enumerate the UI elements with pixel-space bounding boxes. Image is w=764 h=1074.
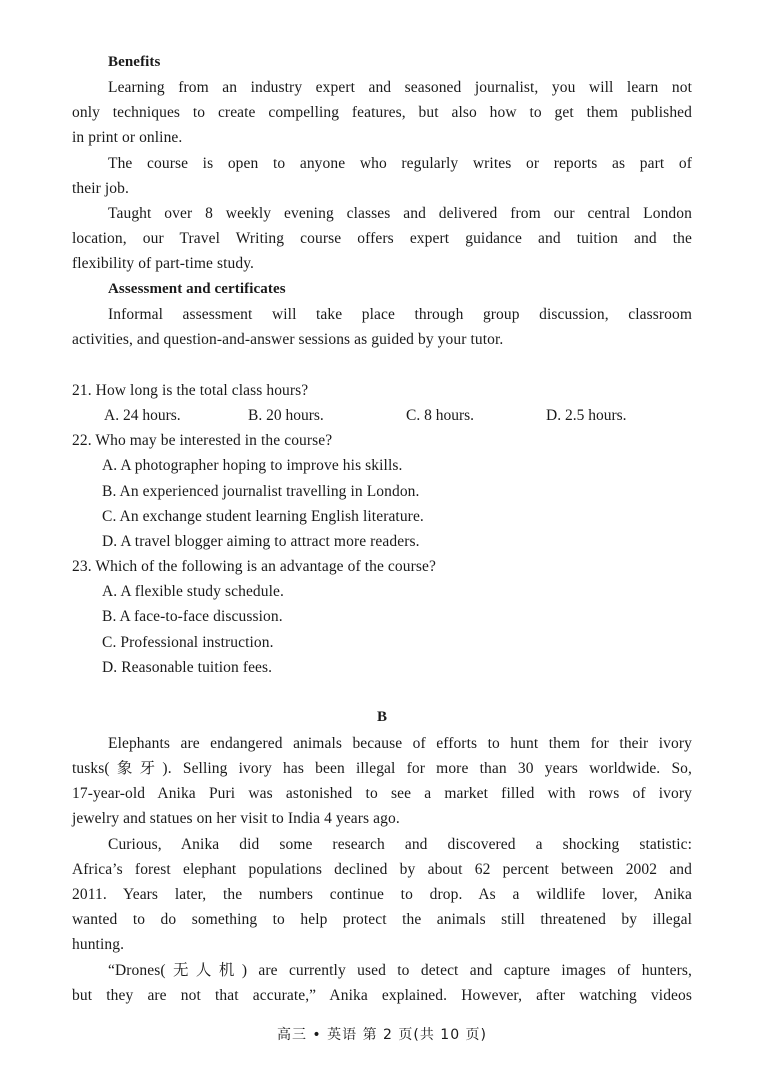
q21-option-b: B. 20 hours. <box>248 407 324 424</box>
section-b-p1-line1: Elephants are endangered animals because of efforts to hunt them for their ivory <box>108 735 692 752</box>
benefits-p1-line2: only techniques to create compelling features, but also how to get them published <box>72 104 692 121</box>
question-21-stem: 21. How long is the total class hours? <box>72 382 309 399</box>
benefits-p2-line2: their job. <box>72 180 129 197</box>
assessment-line2: activities, and question-and-answer sessions as guided by your tutor. <box>72 331 504 348</box>
section-b-p2-line5: hunting. <box>72 936 125 953</box>
q21-option-a: A. 24 hours. <box>104 407 181 424</box>
q23-option-b: B. A face-to-face discussion. <box>102 608 283 625</box>
q23-option-a: A. A flexible study schedule. <box>102 583 284 600</box>
q21-option-c: C. 8 hours. <box>406 407 475 424</box>
benefits-p3-line2: location, our Travel Writing course offers expert guidance and tuition and the <box>72 230 692 247</box>
section-b-p2-line3: 2011. Years later, the numbers continue to drop. As a wildlife lover, Anika <box>72 886 692 903</box>
section-b-p1-line3: 17-year-old Anika Puri was astonished to see a market filled with rows of ivory <box>72 785 692 802</box>
benefits-heading: Benefits <box>108 54 161 70</box>
q23-option-c: C. Professional instruction. <box>102 634 274 651</box>
section-b-heading: B <box>376 709 388 725</box>
section-b-p1-line4: jewelry and statues on her visit to India 4 years ago. <box>72 810 400 827</box>
section-b-p2-line1: Curious, Anika did some research and discovered a shocking statistic: <box>108 836 692 853</box>
assessment-line1: Informal assessment will take place through group discussion, classroom <box>108 306 692 323</box>
benefits-p2-line1: The course is open to anyone who regularly writes or reports as part of <box>108 155 692 172</box>
q21-option-d: D. 2.5 hours. <box>546 407 627 424</box>
question-23-stem: 23. Which of the following is an advantage of the course? <box>72 558 436 575</box>
section-b-p2-line4: wanted to do something to help protect the animals still threatened by illegal <box>72 911 692 928</box>
section-b-p2-line2: Africa’s forest elephant populations declined by about 62 percent between 2002 and <box>72 861 692 878</box>
section-b-p1-line2: tusks(象牙). Selling ivory has been illegal for more than 30 years worldwide. So, <box>72 760 692 777</box>
assessment-heading: Assessment and certificates <box>108 281 286 297</box>
benefits-p1-line1: Learning from an industry expert and seasoned journalist, you will learn not <box>108 79 692 96</box>
page-footer: 高三 • 英语 第 2 页(共 10 页) <box>276 1027 488 1043</box>
benefits-p1-line3: in print or online. <box>72 129 183 146</box>
question-22-stem: 22. Who may be interested in the course? <box>72 432 333 449</box>
benefits-p3-line3: flexibility of part-time study. <box>72 255 255 272</box>
q22-option-b: B. An experienced journalist travelling in London. <box>102 483 420 500</box>
q22-option-a: A. A photographer hoping to improve his skills. <box>102 457 403 474</box>
section-b-p3-line2: but they are not that accurate,” Anika explained. However, after watching videos <box>72 987 692 1004</box>
q22-option-d: D. A travel blogger aiming to attract more readers. <box>102 533 420 550</box>
benefits-p3-line1: Taught over 8 weekly evening classes and delivered from our central London <box>108 205 692 222</box>
q22-option-c: C. An exchange student learning English literature. <box>102 508 424 525</box>
q23-option-d: D. Reasonable tuition fees. <box>102 659 273 676</box>
section-b-p3-line1: “Drones(无人机) are currently used to detect and capture images of hunters, <box>108 962 692 979</box>
